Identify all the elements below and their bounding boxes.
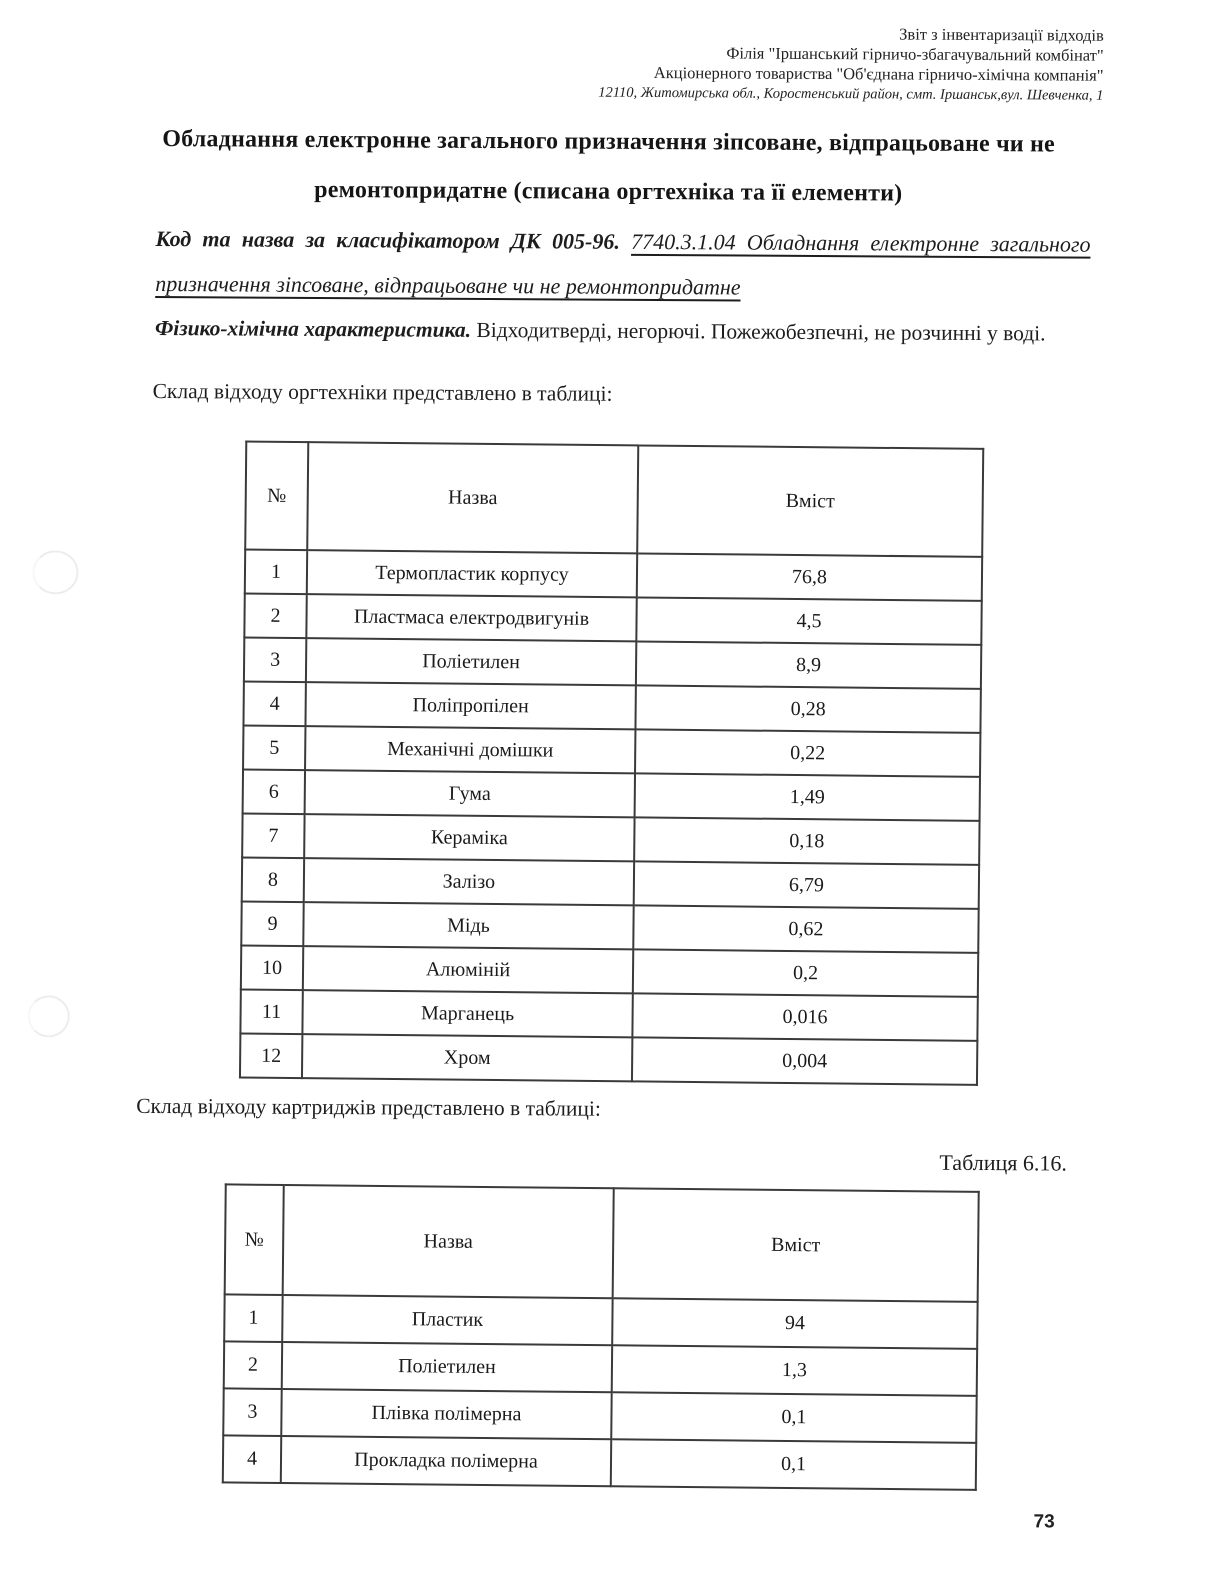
column-header-number: № bbox=[245, 442, 308, 551]
cell-row-number: 1 bbox=[245, 550, 307, 595]
page-title: Обладнання електронне загального призначення зіпсоване, відпрацьоване чи не ремонтопридатне (списана оргтехніка та її елементи) bbox=[162, 126, 1056, 207]
column-header-name: Назва bbox=[307, 442, 638, 553]
cell-row-number: 2 bbox=[244, 594, 306, 639]
cell-row-number: 9 bbox=[241, 902, 303, 947]
header-company-name: Акціонерного товариства "Об'єднана гірничо-хімічна компанія" bbox=[653, 63, 1104, 85]
scan-artifact bbox=[32, 550, 78, 594]
cell-row-number: 4 bbox=[243, 682, 305, 727]
physchem-text: Відходитверді, негорючі. Пожежобезпечні, не розчинні у воді. bbox=[476, 317, 1046, 346]
table-row bbox=[223, 1388, 976, 1442]
page-number: 73 bbox=[1033, 1511, 1055, 1533]
cell-content-value: 0,2 bbox=[633, 949, 978, 996]
cell-material-name: Прокладка полімерна bbox=[281, 1436, 611, 1486]
cell-content-value: 0,004 bbox=[632, 1037, 977, 1084]
cell-material-name: Мідь bbox=[303, 902, 633, 949]
cell-material-name: Плівка полімерна bbox=[281, 1389, 611, 1439]
cell-content-value: 4,5 bbox=[636, 597, 981, 644]
column-header-content: Вміст bbox=[637, 445, 983, 556]
orgtech-composition-table bbox=[239, 441, 984, 1086]
cell-material-name: Хром bbox=[302, 1034, 632, 1081]
cartridge-table-intro: Склад відходу картриджів представлено в таблиці: bbox=[136, 1093, 601, 1121]
classifier-code-text: 7740.3.1.04 Обладнання електронне загального призначення зіпсоване, відпрацьоване чи не ремонтопридатне bbox=[155, 228, 1091, 300]
cell-content-value: 0,18 bbox=[634, 817, 979, 864]
table-row bbox=[242, 858, 979, 909]
cell-content-value: 0,016 bbox=[632, 993, 977, 1040]
cell-content-value: 0,28 bbox=[635, 685, 980, 732]
table-row bbox=[240, 990, 977, 1041]
cell-content-value: 0,1 bbox=[611, 1439, 976, 1490]
cell-material-name: Алюміній bbox=[303, 946, 633, 993]
cell-content-value: 0,62 bbox=[633, 905, 978, 952]
cell-content-value: 6,79 bbox=[634, 861, 979, 908]
cell-row-number: 11 bbox=[240, 990, 302, 1035]
cartridge-composition-table bbox=[222, 1183, 980, 1490]
table-header-row bbox=[245, 442, 983, 557]
cell-content-value: 8,9 bbox=[636, 641, 981, 688]
cell-material-name: Поліетилен bbox=[282, 1342, 612, 1392]
cell-material-name: Пластмаса електродвигунів bbox=[306, 594, 636, 641]
table-row bbox=[243, 726, 980, 777]
classifier-paragraph bbox=[155, 216, 1091, 312]
cell-material-name: Поліетилен bbox=[306, 638, 636, 685]
table-header-row bbox=[225, 1184, 979, 1301]
column-header-content: Вміст bbox=[613, 1188, 979, 1302]
cell-row-number: 2 bbox=[224, 1341, 282, 1389]
table-row bbox=[244, 594, 981, 645]
cell-content-value: 76,8 bbox=[637, 553, 982, 600]
cell-content-value: 1,49 bbox=[635, 773, 980, 820]
cell-row-number: 4 bbox=[223, 1435, 281, 1483]
header-report-title: Звіт з інвентаризації відходів bbox=[899, 24, 1104, 45]
table-row bbox=[245, 550, 982, 601]
cell-material-name: Гума bbox=[305, 770, 635, 817]
scan-artifact bbox=[28, 995, 70, 1037]
table-row bbox=[223, 1435, 976, 1489]
cell-material-name: Марганець bbox=[302, 990, 632, 1037]
cell-row-number: 8 bbox=[242, 858, 304, 903]
table-row bbox=[241, 946, 978, 997]
table-row bbox=[240, 1034, 977, 1085]
cell-content-value: 0,22 bbox=[635, 729, 980, 776]
cell-material-name: Механічні домішки bbox=[305, 726, 635, 773]
table-row bbox=[242, 814, 979, 865]
table-row bbox=[224, 1294, 977, 1348]
header-branch-name: Філія "Іршанський гірничо-збагачувальний комбінат" bbox=[726, 43, 1104, 65]
physchem-label: Фізико-хімічна характеристика. bbox=[154, 315, 472, 342]
document-header bbox=[114, 20, 1103, 106]
orgtech-table-intro: Склад відходу оргтехніки представлено в таблиці: bbox=[152, 378, 613, 406]
column-header-number: № bbox=[225, 1184, 284, 1295]
cell-material-name: Поліпропілен bbox=[305, 682, 635, 729]
cell-material-name: Залізо bbox=[304, 858, 634, 905]
table-row bbox=[224, 1341, 977, 1395]
cell-row-number: 10 bbox=[241, 946, 303, 991]
table-caption: Таблиця 6.16. bbox=[939, 1149, 1067, 1176]
cell-row-number: 5 bbox=[243, 726, 305, 771]
cell-content-value: 0,1 bbox=[611, 1392, 976, 1443]
cell-material-name: Кераміка bbox=[304, 814, 634, 861]
table-row bbox=[243, 682, 980, 733]
cell-row-number: 3 bbox=[223, 1388, 281, 1436]
cell-content-value: 94 bbox=[612, 1298, 977, 1349]
cell-row-number: 12 bbox=[240, 1034, 302, 1079]
header-address: 12110, Житомирська обл., Коростенський район, смт. Іршанськ,вул. Шевченка, 1 bbox=[598, 84, 1104, 104]
cell-material-name: Пластик bbox=[282, 1295, 612, 1345]
table-row bbox=[241, 902, 978, 953]
cell-row-number: 7 bbox=[242, 814, 304, 859]
cell-row-number: 6 bbox=[243, 770, 305, 815]
column-header-name: Назва bbox=[283, 1185, 614, 1298]
cell-material-name: Термопластик корпусу bbox=[307, 550, 637, 597]
physchem-paragraph bbox=[155, 308, 1095, 355]
table-row bbox=[244, 638, 981, 689]
classifier-label: Код та назва за класифікатором ДК 005-96. bbox=[155, 225, 620, 254]
table-row bbox=[243, 770, 980, 821]
cell-row-number: 1 bbox=[224, 1294, 282, 1342]
cell-row-number: 3 bbox=[244, 638, 306, 683]
cell-content-value: 1,3 bbox=[612, 1345, 977, 1396]
